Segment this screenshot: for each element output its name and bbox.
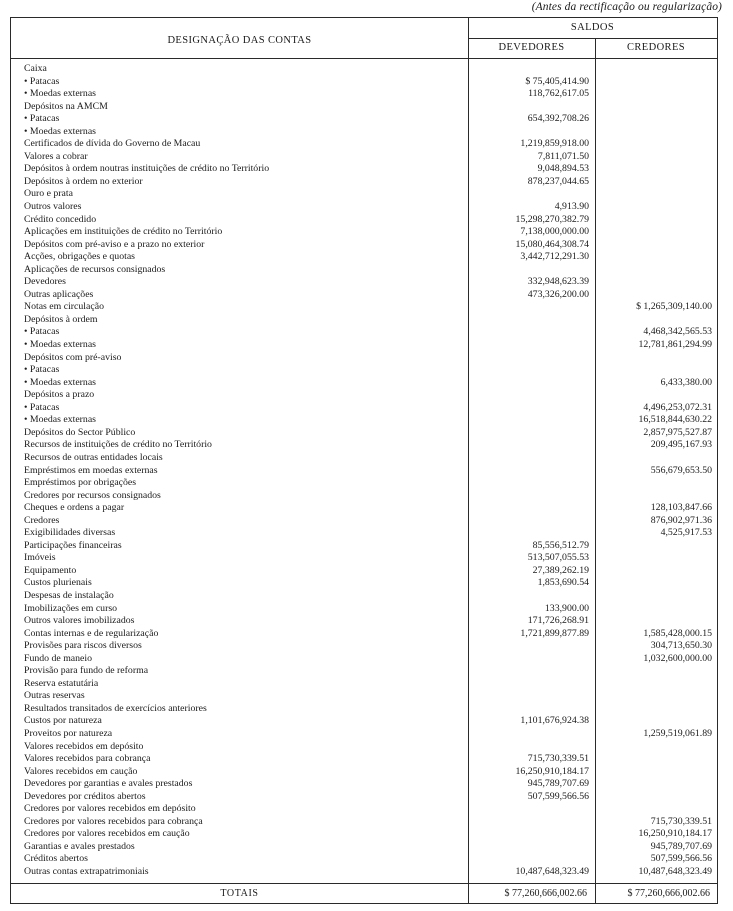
devedores-value: 9,048,894.53 <box>537 163 589 175</box>
account-name: Aplicações de recursos consignados <box>24 263 166 275</box>
credores-value: 876,902,971.36 <box>650 514 712 526</box>
table-row <box>11 239 719 252</box>
table-row <box>11 866 719 879</box>
devedores-value: 513,507,055.53 <box>527 552 589 564</box>
account-name: Depósitos à ordem noutras instituições de crédito no Território <box>24 163 270 175</box>
credores-value: 507,599,566.56 <box>650 853 712 865</box>
header-divider <box>11 58 717 59</box>
credores-value: 128,103,847.66 <box>650 502 712 514</box>
account-name: Contas internas e de regularização <box>24 627 159 639</box>
table-row <box>11 502 719 515</box>
table-row <box>11 853 719 866</box>
totals-devedores: $ 77,260,666,002.66 <box>504 888 587 899</box>
account-name: Depósitos à ordem <box>24 313 98 325</box>
table-row <box>11 339 719 352</box>
table-row <box>11 552 719 565</box>
account-name: Credores por valores recebidos para cobrança <box>24 815 203 827</box>
table-row <box>11 88 719 101</box>
credores-value: 209,495,167.93 <box>650 439 712 451</box>
account-name: Imobilizações em curso <box>24 602 118 614</box>
devedores-value: 715,730,339.51 <box>527 753 589 765</box>
table-row <box>11 703 719 716</box>
table-row <box>11 540 719 553</box>
table-row <box>11 389 719 402</box>
devedores-value: 27,389,262.19 <box>532 564 589 576</box>
account-name: Outras aplicações <box>24 288 94 300</box>
devedores-value: 171,726,268.91 <box>527 615 589 627</box>
table-row <box>11 515 719 528</box>
totals-credores: $ 77,260,666,002.66 <box>627 888 710 899</box>
table-row <box>11 640 719 653</box>
account-name: • Patacas <box>24 113 60 125</box>
account-name: • Patacas <box>24 326 60 338</box>
account-name: • Patacas <box>24 401 60 413</box>
devedores-value: 7,138,000,000.00 <box>520 226 589 238</box>
table-row <box>11 439 719 452</box>
table-row <box>11 138 719 151</box>
account-name: Notas em circulação <box>24 301 104 313</box>
devedores-value: 1,219,859,918.00 <box>520 138 589 150</box>
credores-value: 556,679,653.50 <box>650 464 712 476</box>
account-name: Créditos abertos <box>24 853 88 865</box>
devedores-value: 1,721,899,877.89 <box>520 627 589 639</box>
table-row <box>11 326 719 339</box>
table-row <box>11 678 719 691</box>
account-name: Exigibilidades diversas <box>24 527 116 539</box>
devedores-value: 7,811,071.50 <box>537 150 589 162</box>
credores-value: 2,857,975,527.87 <box>643 426 712 438</box>
account-name: Credores por recursos consignados <box>24 489 161 501</box>
account-name: Provisão para fundo de reforma <box>24 665 149 677</box>
credores-value: 4,496,253,072.31 <box>643 401 712 413</box>
table-row <box>11 565 719 578</box>
account-name: Fundo de maneio <box>24 652 93 664</box>
table-row <box>11 214 719 227</box>
account-name: • Patacas <box>24 364 60 376</box>
account-name: Credores <box>24 514 60 526</box>
account-name: Ouro e prata <box>24 188 73 200</box>
table-row <box>11 753 719 766</box>
header-devedores: DEVEDORES <box>498 42 565 53</box>
table-row <box>11 603 719 616</box>
credores-value: 4,525,917.53 <box>660 527 712 539</box>
table-row <box>11 615 719 628</box>
table-row <box>11 276 719 289</box>
account-name: Imóveis <box>24 552 56 564</box>
account-name: • Moedas externas <box>24 376 96 388</box>
account-name: Caixa <box>24 63 47 74</box>
table-row <box>11 791 719 804</box>
account-name: Depósitos à ordem no exterior <box>24 175 143 187</box>
account-name: Devedores <box>24 276 66 288</box>
table-row <box>11 665 719 678</box>
account-name: Depósitos a prazo <box>24 389 95 401</box>
account-name: Certificados de dívida do Governo de Macau <box>24 138 201 150</box>
account-name: Devedores por garantias e avales prestados <box>24 778 193 790</box>
account-name: Recursos de outras entidades locais <box>24 451 163 463</box>
account-name: Crédito concedido <box>24 213 97 225</box>
account-name: Despesas de instalação <box>24 589 114 601</box>
account-name: Credores por valores recebidos em caução <box>24 828 190 840</box>
credores-value: 304,713,650.30 <box>650 640 712 652</box>
devedores-value: 1,101,676,924.38 <box>520 715 589 727</box>
account-name: Empréstimos por obrigações <box>24 477 137 489</box>
account-name: Valores recebidos em caução <box>24 765 138 777</box>
table-row <box>11 816 719 829</box>
devedores-value: 4,913.90 <box>554 201 589 213</box>
table-row <box>11 352 719 365</box>
table-row <box>11 364 719 377</box>
account-name: Outras reservas <box>24 690 85 702</box>
account-name: • Moedas externas <box>24 125 96 137</box>
account-name: Recursos de instituições de crédito no Território <box>24 439 212 451</box>
account-name: Acções, obrigações e quotas <box>24 251 135 263</box>
table-row <box>11 176 719 189</box>
table-row <box>11 715 719 728</box>
account-name: Depósitos na AMCM <box>24 100 108 112</box>
account-name: Outros valores imobilizados <box>24 615 135 627</box>
devedores-value: 507,599,566.56 <box>527 790 589 802</box>
account-name: • Moedas externas <box>24 414 96 426</box>
table-row <box>11 828 719 841</box>
note-text: (Antes da rectificação ou regularização) <box>531 1 722 13</box>
table-row <box>11 477 719 490</box>
account-name: Provisões para riscos diversos <box>24 640 142 652</box>
devedores-value: 1,853,690.54 <box>537 577 589 589</box>
credores-value: 945,789,707.69 <box>650 840 712 852</box>
credores-value: 16,250,910,184.17 <box>638 828 712 840</box>
devedores-value: 118,762,617.05 <box>528 88 589 100</box>
totals-divider <box>11 883 717 884</box>
table-row <box>11 76 719 89</box>
account-name: Credores por valores recebidos em depósito <box>24 803 196 815</box>
table-row <box>11 163 719 176</box>
table-row <box>11 577 719 590</box>
devedores-value: 16,250,910,184.17 <box>515 765 589 777</box>
account-name: Custos por natureza <box>24 715 102 727</box>
table-row <box>11 628 719 641</box>
account-name: Depósitos com pré-aviso e a prazo no exterior <box>24 238 205 250</box>
devedores-value: 85,556,512.79 <box>532 539 589 551</box>
table-row <box>11 527 719 540</box>
account-name: Valores recebidos em depósito <box>24 740 144 752</box>
table-row <box>11 201 719 214</box>
devedores-value: 473,326,200.00 <box>527 288 589 300</box>
devedores-value: 332,948,623.39 <box>527 276 589 288</box>
credores-value: $ 1,265,309,140.00 <box>636 301 712 313</box>
account-name: Custos plurienais <box>24 577 92 589</box>
table-row <box>11 377 719 390</box>
table-row <box>11 151 719 164</box>
account-name: Proveitos por natureza <box>24 727 113 739</box>
table-row <box>11 402 719 415</box>
accounts-table <box>10 17 718 904</box>
devedores-value: 945,789,707.69 <box>527 778 589 790</box>
table-row <box>11 653 719 666</box>
table-row <box>11 414 719 427</box>
account-name: Depósitos com pré-aviso <box>24 351 122 363</box>
table-row <box>11 690 719 703</box>
header-divider <box>468 38 717 39</box>
credores-value: 16,518,844,630.22 <box>638 414 712 426</box>
table-row <box>11 264 719 277</box>
devedores-value: 15,080,464,308.74 <box>515 238 589 250</box>
header-designacao: DESIGNAÇÃO DAS CONTAS <box>167 35 312 46</box>
table-body <box>11 63 719 879</box>
table-row <box>11 778 719 791</box>
account-name: • Moedas externas <box>24 339 96 351</box>
table-row <box>11 113 719 126</box>
header-credores: CREDORES <box>626 42 686 53</box>
account-name: Devedores por créditos abertos <box>24 790 146 802</box>
table-row <box>11 226 719 239</box>
table-row <box>11 101 719 114</box>
credores-value: 12,781,861,294.99 <box>638 339 712 351</box>
credores-value: 1,259,519,061.89 <box>643 727 712 739</box>
devedores-value: 3,442,712,291.30 <box>520 251 589 263</box>
account-name: Equipamento <box>24 564 77 576</box>
account-name: Cheques e ordens a pagar <box>24 502 125 514</box>
devedores-value: 133,900.00 <box>544 602 589 614</box>
table-row <box>11 126 719 139</box>
table-row <box>11 465 719 478</box>
account-name: Participações financeiras <box>24 539 122 551</box>
credores-value: 1,585,428,000.15 <box>643 627 712 639</box>
account-name: Reserva estatutária <box>24 677 99 689</box>
credores-value: 6,433,380.00 <box>660 376 712 388</box>
account-name: Resultados transitados de exercícios anteriores <box>24 702 207 714</box>
devedores-value: 654,392,708.26 <box>527 113 589 125</box>
table-row <box>11 728 719 741</box>
table-row <box>11 490 719 503</box>
devedores-value: 15,298,270,382.79 <box>515 213 589 225</box>
credores-value: 4,468,342,565.53 <box>643 326 712 338</box>
table-row <box>11 188 719 201</box>
devedores-value: 10,487,648,323.49 <box>515 866 589 877</box>
account-name: Garantias e avales prestados <box>24 840 135 852</box>
devedores-value: $ 75,405,414.90 <box>525 75 589 87</box>
account-name: Valores a cobrar <box>24 150 88 162</box>
credores-value: 715,730,339.51 <box>650 815 712 827</box>
table-row <box>11 452 719 465</box>
credores-value: 10,487,648,323.49 <box>638 866 712 877</box>
totals-label: TOTAIS <box>220 888 259 899</box>
account-name: • Moedas externas <box>24 88 96 100</box>
table-row <box>11 803 719 816</box>
table-row <box>11 63 719 76</box>
header-saldos: SALDOS <box>570 22 615 33</box>
account-name: Aplicações em instituições de crédito no Território <box>24 226 223 238</box>
table-row <box>11 314 719 327</box>
credores-value: 1,032,600,000.00 <box>643 652 712 664</box>
table-row <box>11 427 719 440</box>
table-row <box>11 301 719 314</box>
account-name: • Patacas <box>24 75 60 87</box>
table-row <box>11 741 719 754</box>
account-name: Outras contas extrapatrimoniais <box>24 866 149 877</box>
table-row <box>11 251 719 264</box>
table-row <box>11 841 719 854</box>
account-name: Outros valores <box>24 201 82 213</box>
account-name: Depósitos do Sector Público <box>24 426 136 438</box>
table-row <box>11 289 719 302</box>
table-row <box>11 766 719 779</box>
account-name: Valores recebidos para cobrança <box>24 753 151 765</box>
account-name: Empréstimos em moedas externas <box>24 464 158 476</box>
devedores-value: 878,237,044.65 <box>527 175 589 187</box>
table-row <box>11 590 719 603</box>
